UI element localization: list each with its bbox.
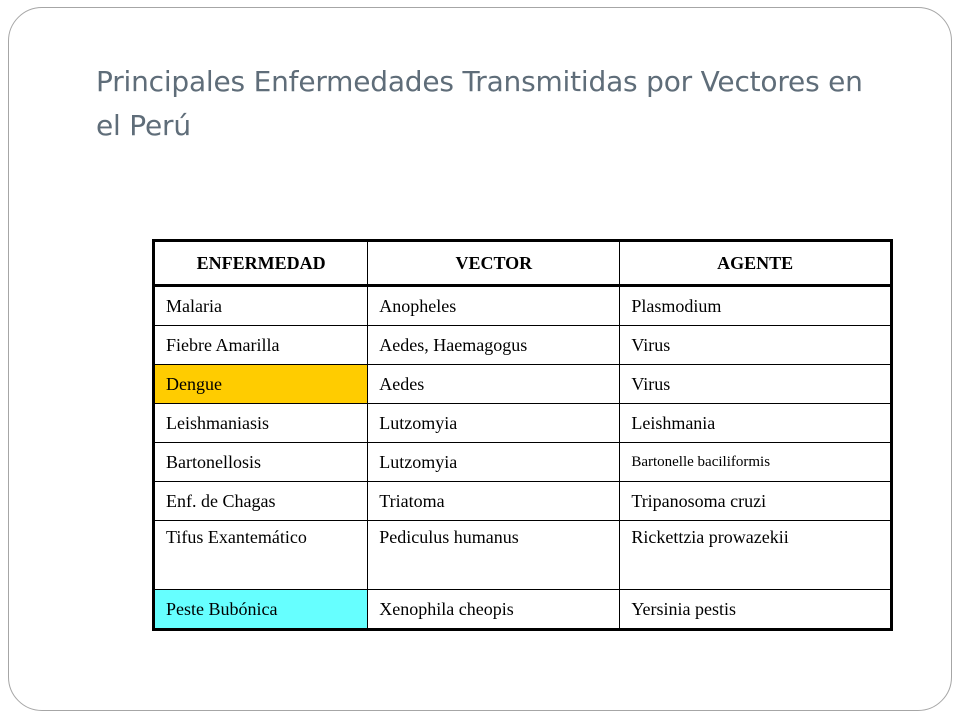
cell-enfermedad: Bartonellosis xyxy=(154,443,368,482)
cell-enfermedad: Fiebre Amarilla xyxy=(154,326,368,365)
diseases-table xyxy=(152,239,893,631)
header-agente: AGENTE xyxy=(620,241,892,286)
cell-vector: Lutzomyia xyxy=(368,404,620,443)
table-header-row xyxy=(154,241,892,286)
table-row xyxy=(154,521,892,590)
cell-enfermedad: Leishmaniasis xyxy=(154,404,368,443)
cell-agente: Plasmodium xyxy=(620,286,892,326)
table-row xyxy=(154,365,892,404)
cell-enfermedad: Enf. de Chagas xyxy=(154,482,368,521)
header-vector: VECTOR xyxy=(368,241,620,286)
cell-agente: Virus xyxy=(620,365,892,404)
cell-agente: Yersinia pestis xyxy=(620,590,892,630)
cell-vector: Anopheles xyxy=(368,286,620,326)
cell-vector: Aedes xyxy=(368,365,620,404)
cell-enfermedad-highlighted: Peste Bubónica xyxy=(154,590,368,630)
cell-agente: Virus xyxy=(620,326,892,365)
cell-agente: Leishmania xyxy=(620,404,892,443)
cell-agente: Rickettzia prowazekii xyxy=(620,521,892,590)
cell-agente: Bartonelle baciliformis xyxy=(620,443,892,482)
cell-vector: Triatoma xyxy=(368,482,620,521)
cell-vector: Xenophila cheopis xyxy=(368,590,620,630)
table-row xyxy=(154,404,892,443)
cell-vector: Lutzomyia xyxy=(368,443,620,482)
table-row xyxy=(154,286,892,326)
cell-agente: Tripanosoma cruzi xyxy=(620,482,892,521)
slide-title: Principales Enfermedades Transmitidas por Vectores en el Perú xyxy=(96,65,863,142)
slide-frame xyxy=(8,7,952,711)
cell-enfermedad-highlighted: Dengue xyxy=(154,365,368,404)
table-row xyxy=(154,590,892,630)
table-row xyxy=(154,443,892,482)
cell-enfermedad: Malaria xyxy=(154,286,368,326)
cell-vector: Pediculus humanus xyxy=(368,521,620,590)
cell-vector: Aedes, Haemagogus xyxy=(368,326,620,365)
table-row xyxy=(154,482,892,521)
cell-enfermedad: Tifus Exantemático xyxy=(154,521,368,590)
table-row xyxy=(154,326,892,365)
header-enfermedad: ENFERMEDAD xyxy=(154,241,368,286)
